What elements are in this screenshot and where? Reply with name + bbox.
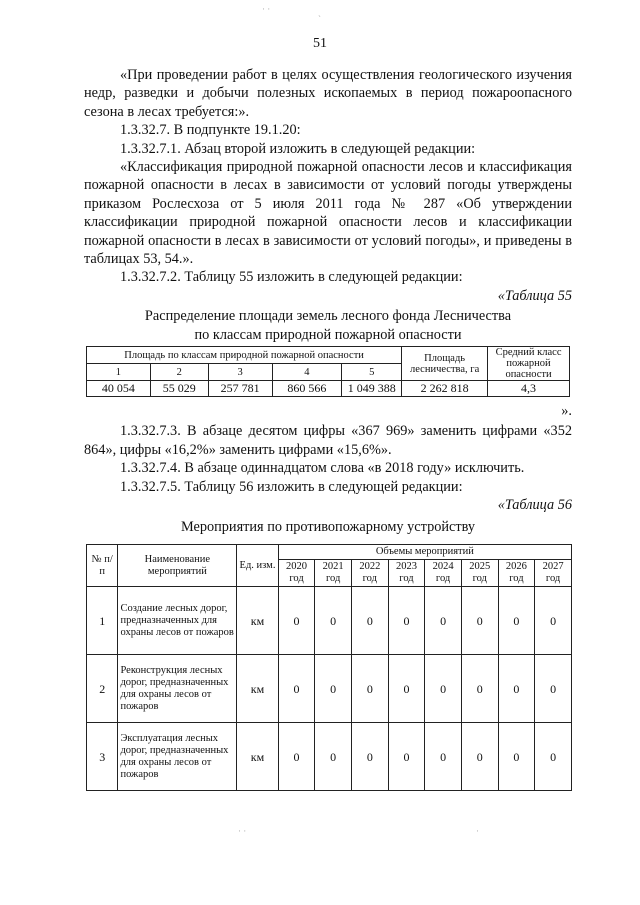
year-suffix: год [289, 573, 304, 584]
table56-year-header [461, 560, 498, 587]
table56-value-cell: 0 [315, 655, 352, 723]
table56-year-header [498, 560, 535, 587]
paragraph-classification-quote: «Классификация природной пожарной опасности лесов и классификация пожарной опасности в лесах в зависимости от условий погоды утверждены приказом Рослесхоза от 5 июля 2011 года № 287 «Об утверждении классификации природной пожарной опасности лесов и классификации пожарной опасности в лесах в зависимости от условий погоды», и приведены в таблицах 53, 54.». [84, 159, 572, 268]
table56-value-cell: 0 [388, 723, 425, 791]
table56-value-cell: 0 [315, 723, 352, 791]
table56-value-cell: 0 [352, 723, 389, 791]
year-label: 2024 [432, 561, 454, 572]
table56-value-cell: 0 [315, 587, 352, 655]
year-suffix: год [435, 573, 451, 584]
table55-closing-wrap [84, 402, 572, 537]
table-row [87, 655, 572, 723]
table56-value-cell: 0 [425, 723, 462, 791]
table56-value-cell: 0 [498, 655, 535, 723]
table56-title: Мероприятия по противопожарному устройству [180, 519, 476, 536]
table56-unit-header: Ед. изм. [237, 545, 278, 587]
year-suffix: год [326, 573, 341, 584]
year-label: 2021 [322, 561, 344, 572]
year-suffix: год [472, 573, 487, 584]
table56-value-cell: 0 [425, 587, 462, 655]
paragraph-1-3-32-7-2: 1.3.32.7.2. Таблицу 55 изложить в следующей редакции: [120, 269, 463, 286]
scan-speck: · · [238, 826, 247, 836]
table56-row-num: 1 [87, 587, 118, 655]
table56-value-cell: 0 [388, 587, 425, 655]
table55-avg-header: Средний класс пожарной опасности [488, 347, 570, 381]
page-number: 51 [313, 36, 327, 51]
table55-area-header: Площадь лесничества, га [402, 347, 488, 381]
table55-cell: 860 566 [272, 381, 342, 397]
year-suffix: год [509, 573, 524, 584]
paragraph-1-3-32-7-3: 1.3.32.7.3. В абзаце десятом цифры «367 969» заменить цифрами «352 864», цифры «16,2%» заменить цифрами «15,6%». [84, 423, 572, 458]
year-label: 2026 [505, 561, 527, 572]
table56-value-cell: 0 [461, 587, 498, 655]
table56-value-cell: 0 [535, 587, 572, 655]
paragraph-1-3-32-7-4: 1.3.32.7.4. В абзаце одиннадцатом слова «в 2018 году» исключить. [120, 460, 525, 477]
table56-value-cell: 0 [278, 655, 315, 723]
table55-class-header: 3 [208, 364, 272, 381]
year-label: 2025 [469, 561, 491, 572]
table56-value-cell: 0 [498, 723, 535, 791]
table56-row-name: Реконструкция лесных дорог, предназначенных для охраны лесов от пожаров [118, 655, 237, 723]
table56-name-header: Наименование мероприятий [118, 545, 237, 587]
paragraph-1-3-32-7-5: 1.3.32.7.5. Таблицу 56 изложить в следующей редакции: [120, 478, 463, 495]
table56-year-header [535, 560, 572, 587]
table56-row-name: Создание лесных дорог, предназначенных для охраны лесов от пожаров [118, 587, 237, 655]
table55-closing: ». [561, 403, 572, 419]
table55-class-header: 5 [342, 364, 402, 381]
table56-value-cell: 0 [352, 655, 389, 723]
year-suffix: год [362, 573, 377, 584]
table55-title-line2: по классам природной пожарной опасности [194, 326, 462, 343]
scan-speck: · · [262, 4, 271, 14]
scan-speck: ` [318, 14, 321, 24]
paragraph-1-3-32-7: 1.3.32.7. В подпункте 19.1.20: [120, 122, 301, 139]
table55-class-header: 1 [87, 364, 151, 381]
table56-value-cell: 0 [461, 723, 498, 791]
table55-title-line1: Распределение площади земель лесного фонда Лесничества [144, 308, 512, 325]
table-56 [86, 544, 572, 791]
paragraph-quote-geology: «При проведении работ в целях осуществления геологического изучения недр, разведки и добычи полезных ископаемых в период пожароопасного сезона в лесах требуется:». [84, 67, 572, 120]
table56-value-cell: 0 [498, 587, 535, 655]
table-55 [86, 346, 570, 397]
table55-group-header: Площадь по классам природной пожарной опасности [87, 347, 402, 364]
table56-year-header [388, 560, 425, 587]
table55-cell: 4,3 [488, 381, 570, 397]
table55-cell: 2 262 818 [402, 381, 488, 397]
table55-class-header: 2 [150, 364, 208, 381]
table55-label: «Таблица 55 [497, 287, 572, 304]
table56-year-header [352, 560, 389, 587]
year-label: 2022 [359, 561, 381, 572]
table55-cell: 40 054 [87, 381, 151, 397]
table56-row-num: 3 [87, 723, 118, 791]
table55-class-header: 4 [272, 364, 342, 381]
table56-label: «Таблица 56 [497, 497, 572, 514]
table-row [87, 587, 572, 655]
table56-year-header [425, 560, 462, 587]
table56-volumes-header: Объемы мероприятий [278, 545, 571, 560]
table56-value-cell: 0 [535, 655, 572, 723]
year-suffix: год [399, 573, 414, 584]
table56-row-unit: км [237, 723, 278, 791]
table-row [87, 381, 570, 397]
scan-speck: · [476, 826, 479, 836]
table-row [87, 723, 572, 791]
table56-value-cell: 0 [425, 655, 462, 723]
table56-row-num: 2 [87, 655, 118, 723]
table56-value-cell: 0 [461, 655, 498, 723]
table56-num-header: № п/п [87, 545, 118, 587]
document-body [84, 66, 572, 344]
table55-cell: 1 049 388 [342, 381, 402, 397]
table56-value-cell: 0 [535, 723, 572, 791]
table55-cell: 257 781 [208, 381, 272, 397]
table56-value-cell: 0 [352, 587, 389, 655]
table56-value-cell: 0 [278, 723, 315, 791]
table56-row-unit: км [237, 655, 278, 723]
table56-year-header [315, 560, 352, 587]
table56-row-unit: км [237, 587, 278, 655]
year-label: 2023 [395, 561, 417, 572]
year-suffix: год [545, 573, 561, 584]
table56-year-header [278, 560, 315, 587]
table55-cell: 55 029 [150, 381, 208, 397]
table56-value-cell: 0 [388, 655, 425, 723]
paragraph-1-3-32-7-1: 1.3.32.7.1. Абзац второй изложить в следующей редакции: [120, 140, 476, 157]
table56-row-name: Эксплуатация лесных дорог, предназначенных для охраны лесов от пожаров [118, 723, 237, 791]
year-label: 2027 [542, 561, 564, 572]
year-label: 2020 [286, 561, 308, 572]
table56-value-cell: 0 [278, 587, 315, 655]
